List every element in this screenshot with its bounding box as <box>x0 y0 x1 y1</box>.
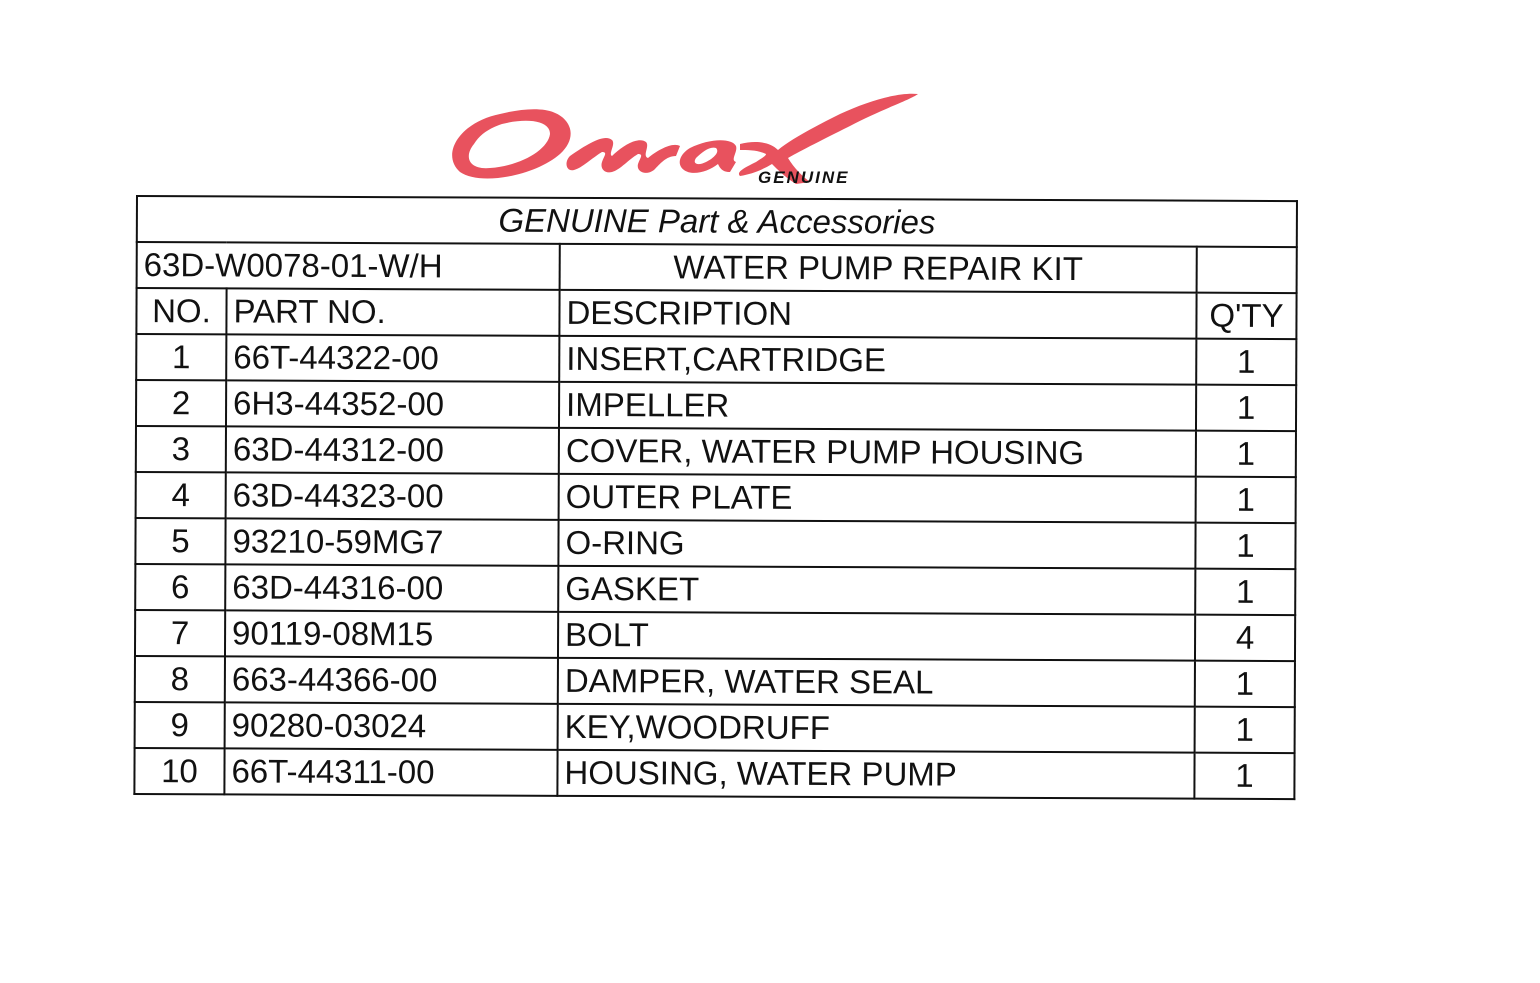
table-row <box>135 656 1295 707</box>
header-qty: Q'TY <box>1196 293 1296 339</box>
row-description: COVER, WATER PUMP HOUSING <box>559 428 1196 477</box>
row-qty: 1 <box>1196 339 1296 385</box>
table-row <box>135 564 1295 615</box>
row-description: INSERT,CARTRIDGE <box>559 336 1196 385</box>
omax-logo <box>440 84 940 194</box>
table-row <box>136 426 1296 477</box>
row-qty: 1 <box>1194 753 1294 799</box>
row-no: 7 <box>135 610 225 656</box>
row-description: GASKET <box>558 566 1195 615</box>
row-part-no: 66T-44311-00 <box>224 748 557 795</box>
row-part-no: 90119-08M15 <box>225 610 558 657</box>
table-title: GENUINE Part & Accessories <box>137 196 1297 247</box>
row-description: HOUSING, WATER PUMP <box>557 750 1194 799</box>
kit-name: WATER PUMP REPAIR KIT <box>560 244 1197 293</box>
row-qty: 1 <box>1195 523 1295 569</box>
row-part-no: 63D-44316-00 <box>225 564 558 611</box>
kit-qty-blank <box>1197 247 1297 293</box>
row-part-no: 93210-59MG7 <box>225 518 558 565</box>
row-part-no: 63D-44312-00 <box>226 426 559 473</box>
table-row <box>135 518 1295 569</box>
row-qty: 1 <box>1196 385 1296 431</box>
row-description: O-RING <box>558 520 1195 569</box>
row-qty: 4 <box>1195 615 1295 661</box>
row-part-no: 63D-44323-00 <box>226 472 559 519</box>
logo-tagline: GENUINE <box>758 168 850 187</box>
row-part-no: 66T-44322-00 <box>226 334 559 381</box>
row-description: BOLT <box>558 612 1195 661</box>
header-row <box>136 288 1296 339</box>
row-part-no: 663-44366-00 <box>225 656 558 703</box>
row-no: 2 <box>136 380 226 426</box>
row-no: 8 <box>135 656 225 702</box>
row-no: 3 <box>136 426 226 472</box>
row-no: 5 <box>135 518 225 564</box>
row-description: OUTER PLATE <box>559 474 1196 523</box>
title-row <box>137 196 1297 247</box>
parts-sheet <box>133 195 1316 805</box>
table-row <box>134 748 1294 799</box>
row-description: DAMPER, WATER SEAL <box>558 658 1195 707</box>
row-part-no: 6H3-44352-00 <box>226 380 559 427</box>
row-qty: 1 <box>1195 661 1295 707</box>
row-no: 4 <box>136 472 226 518</box>
kit-code: 63D-W0078-01-W/H <box>137 242 560 290</box>
row-qty: 1 <box>1196 431 1296 477</box>
kit-row <box>137 242 1297 293</box>
parts-table <box>133 195 1298 800</box>
header-no: NO. <box>136 288 226 334</box>
row-description: KEY,WOODRUFF <box>558 704 1195 753</box>
row-part-no: 90280-03024 <box>225 702 558 749</box>
row-no: 1 <box>136 334 226 380</box>
row-no: 10 <box>134 748 224 794</box>
table-row <box>135 702 1295 753</box>
table-row <box>136 380 1296 431</box>
table-row <box>136 472 1296 523</box>
row-qty: 1 <box>1196 477 1296 523</box>
row-description: IMPELLER <box>559 382 1196 431</box>
row-qty: 1 <box>1195 569 1295 615</box>
row-qty: 1 <box>1195 707 1295 753</box>
row-no: 6 <box>135 564 225 610</box>
header-part-no: PART NO. <box>226 288 559 335</box>
table-row <box>135 610 1295 661</box>
header-description: DESCRIPTION <box>559 290 1196 339</box>
row-no: 9 <box>135 702 225 748</box>
table-row <box>136 334 1296 385</box>
